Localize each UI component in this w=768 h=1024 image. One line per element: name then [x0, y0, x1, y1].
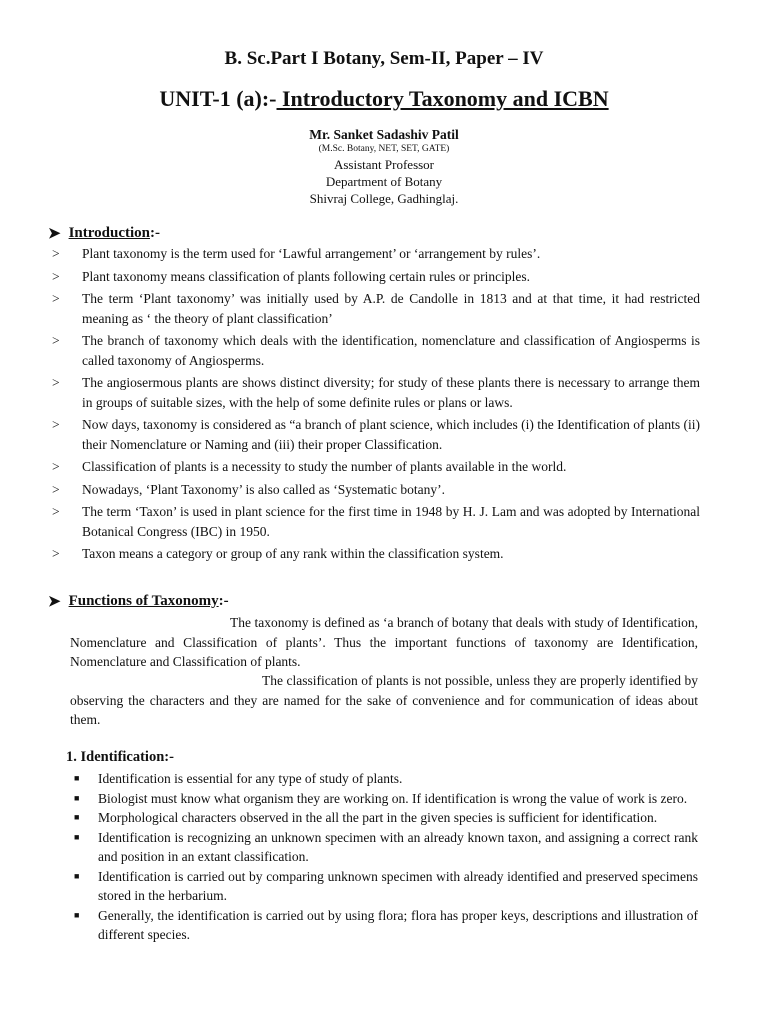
- chevron-bullet-icon: >: [52, 459, 60, 474]
- list-item: ■ Generally, the identification is carried out by using flora; flora has proper keys, descriptions and illustration of different species.: [74, 906, 698, 945]
- author-college: Shivraj College, Gadhinglaj.: [309, 191, 459, 206]
- introduction-heading-suffix: :-: [150, 225, 160, 241]
- list-item: > The branch of taxonomy which deals with the identification, nomenclature and classification of Angiosperms is called taxonomy of Angiosperms.: [52, 331, 700, 370]
- list-item: ■ Identification is carried out by comparing unknown specimen with already identified and preserved specimens stored in the herbarium.: [74, 867, 698, 906]
- arrow-bullet-icon: ➤: [48, 594, 61, 610]
- identification-heading: 1. Identification:-: [66, 749, 174, 765]
- unit-prefix: UNIT-1 (a):-: [159, 86, 277, 111]
- square-bullet-icon: ■: [74, 909, 80, 920]
- list-item: > Plant taxonomy means classification of plants following certain rules or principles.: [52, 267, 700, 287]
- identification-list: [74, 769, 698, 945]
- functions-paragraph-2: The classification of plants is not possible, unless they are properly identified by observing the characters and they are named for the sake of convenience and for communication of ideas about them.: [70, 673, 698, 727]
- author-qualifications: (M.Sc. Botany, NET, SET, GATE): [318, 144, 450, 154]
- list-item: > The term ‘Plant taxonomy’ was initially used by A.P. de Candolle in 1813 and at that time, it had restricted meaning as ‘ the theory of plant classification’: [52, 289, 700, 328]
- list-item: > The term ‘Taxon’ is used in plant science for the first time in 1948 by H. J. Lam and was adopted by International Botanical Congress (IBC) in 1950.: [52, 502, 700, 541]
- unit-name: Introductory Taxonomy and ICBN: [276, 86, 609, 111]
- introduction-list: [52, 244, 700, 567]
- square-bullet-icon: ■: [74, 792, 80, 803]
- author-block: [0, 126, 768, 207]
- chevron-bullet-icon: >: [52, 546, 60, 561]
- list-item: ■ Biologist must know what organism they are working on. If identification is wrong the value of work is zero.: [74, 789, 698, 809]
- introduction-heading: [48, 224, 160, 243]
- list-item: > Plant taxonomy is the term used for ‘Lawful arrangement’ or ‘arrangement by rules’.: [52, 244, 700, 264]
- list-item: > Now days, taxonomy is considered as “a branch of plant science, which includes (i) the Identification of plants (ii) their Nomenclature or Naming and (iii) their proper Classification.: [52, 415, 700, 454]
- functions-heading-text: Functions of Taxonomy: [68, 593, 219, 609]
- functions-heading: [48, 592, 229, 611]
- square-bullet-icon: ■: [74, 831, 80, 842]
- unit-title: [0, 86, 768, 112]
- list-item: ■ Morphological characters observed in the all the part in the given species is sufficient for identification.: [74, 808, 698, 828]
- list-item: > Taxon means a category or group of any rank within the classification system.: [52, 544, 700, 564]
- square-bullet-icon: ■: [74, 870, 80, 881]
- functions-paragraph-1: The taxonomy is defined as ‘a branch of botany that deals with study of Identification, Nomenclature and Classification of plants’. Thus the important functions of taxonomy are Identification, Nomenclature and Classification of plants.: [70, 615, 698, 669]
- chevron-bullet-icon: >: [52, 333, 60, 348]
- list-item: ■ Identification is recognizing an unknown specimen with an already known taxon, and assigning a correct rank and position in an extant classification.: [74, 828, 698, 867]
- arrow-bullet-icon: ➤: [48, 226, 61, 242]
- author-name: Mr. Sanket Sadashiv Patil: [309, 127, 459, 142]
- functions-heading-suffix: :-: [218, 593, 229, 609]
- chevron-bullet-icon: >: [52, 504, 60, 519]
- chevron-bullet-icon: >: [52, 375, 60, 390]
- author-department: Department of Botany: [325, 174, 443, 189]
- course-title: B. Sc.Part I Botany, Sem-II, Paper – IV: [224, 48, 544, 69]
- list-item: > The angiosermous plants are shows distinct diversity; for study of these plants there is necessary to arrange them in groups of suitable sizes, with the help of some definite rules or plans or laws.: [52, 373, 700, 412]
- chevron-bullet-icon: >: [52, 417, 60, 432]
- chevron-bullet-icon: >: [52, 291, 60, 306]
- chevron-bullet-icon: >: [52, 481, 60, 497]
- chevron-bullet-icon: >: [52, 268, 60, 284]
- list-item: > Classification of plants is a necessity to study the number of plants available in the world.: [52, 457, 700, 477]
- square-bullet-icon: ■: [74, 812, 80, 822]
- square-bullet-icon: ■: [74, 773, 80, 783]
- list-item: ■ Identification is essential for any type of study of plants.: [74, 769, 698, 789]
- chevron-bullet-icon: >: [52, 246, 60, 261]
- introduction-heading-text: Introduction: [68, 225, 150, 241]
- list-item: > Nowadays, ‘Plant Taxonomy’ is also called as ‘Systematic botany’.: [52, 480, 700, 500]
- author-designation: Assistant Professor: [333, 157, 435, 172]
